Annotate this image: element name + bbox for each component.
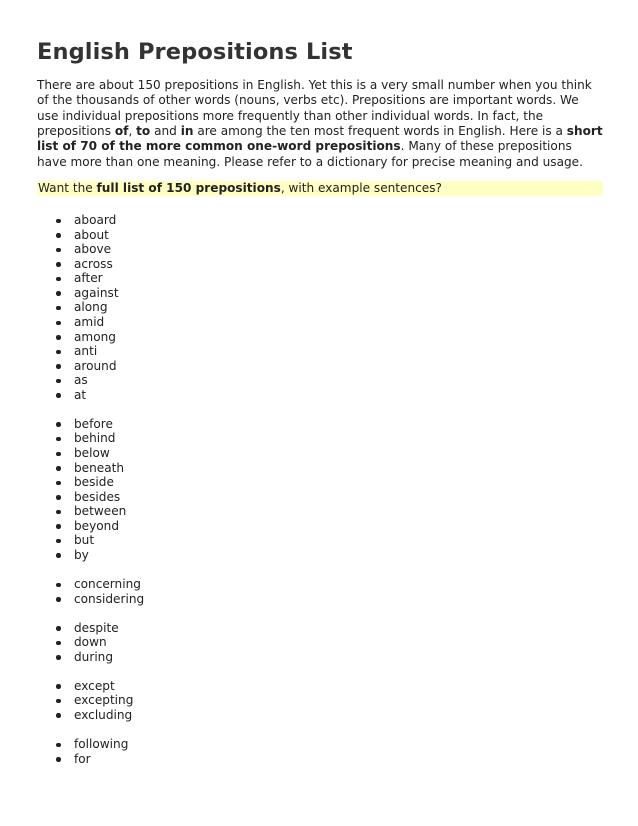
preposition-word: but	[74, 533, 95, 548]
list-item	[37, 693, 603, 708]
list-item	[37, 548, 603, 563]
bullet-icon	[56, 248, 61, 253]
bullet-icon	[56, 641, 61, 646]
document-page	[37, 36, 603, 766]
preposition-word: beneath	[74, 460, 125, 475]
bullet-icon	[56, 524, 61, 529]
list-item	[37, 621, 603, 636]
list-item	[37, 737, 603, 752]
bullet-icon	[56, 291, 61, 296]
preposition-word: across	[74, 256, 113, 271]
list-item	[37, 257, 603, 272]
preposition-word: between	[74, 504, 127, 519]
list-item	[37, 228, 603, 243]
bullet-icon	[56, 321, 61, 326]
bullet-icon	[56, 335, 61, 340]
preposition-word: anti	[74, 344, 98, 359]
word-to: to	[136, 124, 151, 139]
preposition-word: aboard	[74, 213, 117, 228]
word-of: of	[114, 124, 129, 139]
list-item	[37, 271, 603, 286]
bullet-icon	[56, 510, 61, 515]
preposition-word: about	[74, 227, 109, 242]
preposition-word: below	[74, 446, 110, 460]
list-item	[37, 592, 603, 607]
bullet-icon	[56, 262, 61, 267]
bullet-icon	[56, 219, 61, 224]
list-item	[37, 286, 603, 301]
bullet-icon	[56, 597, 61, 602]
bullet-icon	[56, 233, 61, 238]
preposition-group	[37, 621, 603, 665]
intro-sep-2: and	[150, 124, 181, 139]
preposition-word: as	[74, 373, 88, 388]
preposition-group	[37, 213, 603, 402]
full-list-link[interactable]: full list of 150 prepositions	[96, 181, 281, 196]
bullet-icon	[56, 452, 61, 457]
intro-paragraph	[37, 78, 603, 170]
bullet-icon	[56, 495, 61, 500]
preposition-word: except	[74, 678, 115, 693]
preposition-word: excepting	[74, 693, 134, 708]
bullet-icon	[56, 277, 61, 282]
preposition-word: for	[74, 751, 91, 766]
short-list-link[interactable]: short list of 70 of the more common one-word prepositions	[37, 124, 603, 154]
preposition-word: after	[74, 271, 103, 286]
list-item	[37, 635, 603, 650]
list-item	[37, 461, 603, 476]
page-title: English Prepositions List	[37, 39, 353, 65]
intro-text-1: There are about 150 prepositions in English. Yet this is a very small number when you think of the thousands of other words (nouns, verbs etc). Prepositions are important words. We use individual prepositions more frequently than other individual words. In fact, the prepositions	[37, 78, 592, 139]
list-item	[37, 431, 603, 446]
list-item	[37, 330, 603, 345]
bullet-icon	[56, 583, 61, 588]
preposition-word: along	[74, 300, 108, 315]
list-item	[37, 359, 603, 374]
callout-text-post: , with example sentences?	[280, 181, 442, 196]
bullet-icon	[56, 553, 61, 558]
bullet-icon	[56, 306, 61, 311]
list-item	[37, 650, 603, 665]
bullet-icon	[56, 379, 61, 384]
list-item	[37, 315, 603, 330]
list-item	[37, 504, 603, 519]
bullet-icon	[56, 364, 61, 369]
bullet-icon	[56, 713, 61, 718]
preposition-word: concerning	[74, 577, 141, 591]
preposition-word: amid	[74, 315, 105, 329]
list-item	[37, 344, 603, 359]
preposition-group	[37, 577, 603, 606]
bullet-icon	[56, 466, 61, 471]
list-item	[37, 213, 603, 228]
list-item	[37, 708, 603, 723]
list-item	[37, 446, 603, 461]
intro-sep-1: ,	[128, 124, 137, 139]
preposition-word: above	[74, 242, 112, 257]
bullet-icon	[56, 422, 61, 427]
list-item	[37, 679, 603, 694]
bullet-icon	[56, 393, 61, 398]
list-item	[37, 577, 603, 592]
list-item	[37, 242, 603, 257]
preposition-word: behind	[74, 431, 116, 446]
preposition-groups	[37, 213, 603, 766]
preposition-word: considering	[74, 591, 145, 606]
list-item	[37, 300, 603, 315]
list-item	[37, 475, 603, 490]
preposition-word: following	[74, 737, 129, 751]
full-list-callout	[37, 181, 603, 196]
preposition-word: besides	[74, 489, 121, 504]
preposition-word: beyond	[74, 518, 120, 533]
callout-text-pre: Want the	[38, 181, 97, 196]
preposition-word: around	[74, 358, 117, 373]
bullet-icon	[56, 684, 61, 689]
list-item	[37, 519, 603, 534]
list-item	[37, 752, 603, 767]
bullet-icon	[56, 437, 61, 442]
bullet-icon	[56, 539, 61, 544]
preposition-word: despite	[74, 620, 119, 635]
preposition-group	[37, 417, 603, 563]
list-item	[37, 490, 603, 505]
preposition-word: excluding	[74, 707, 133, 722]
preposition-word: before	[74, 416, 113, 431]
list-item	[37, 533, 603, 548]
list-item	[37, 388, 603, 403]
bullet-icon	[56, 743, 61, 748]
preposition-word: beside	[74, 475, 114, 490]
preposition-word: among	[74, 329, 116, 344]
list-item	[37, 417, 603, 432]
list-item	[37, 373, 603, 388]
preposition-word: at	[74, 387, 87, 402]
intro-text-2: are among the ten most frequent words in English. Here is a	[193, 124, 567, 139]
bullet-icon	[56, 757, 61, 762]
bullet-icon	[56, 626, 61, 631]
intro-text-3: . Many of these prepositions have more than one meaning. Please refer to a dictionary for precise meaning and usage.	[37, 139, 583, 169]
preposition-word: down	[74, 635, 107, 650]
bullet-icon	[56, 350, 61, 355]
preposition-group	[37, 679, 603, 723]
preposition-group	[37, 737, 603, 766]
bullet-icon	[56, 481, 61, 486]
bullet-icon	[56, 699, 61, 704]
bullet-icon	[56, 655, 61, 660]
preposition-word: during	[74, 649, 114, 664]
preposition-word: against	[74, 285, 119, 300]
word-in: in	[180, 124, 194, 139]
preposition-word: by	[74, 547, 89, 562]
